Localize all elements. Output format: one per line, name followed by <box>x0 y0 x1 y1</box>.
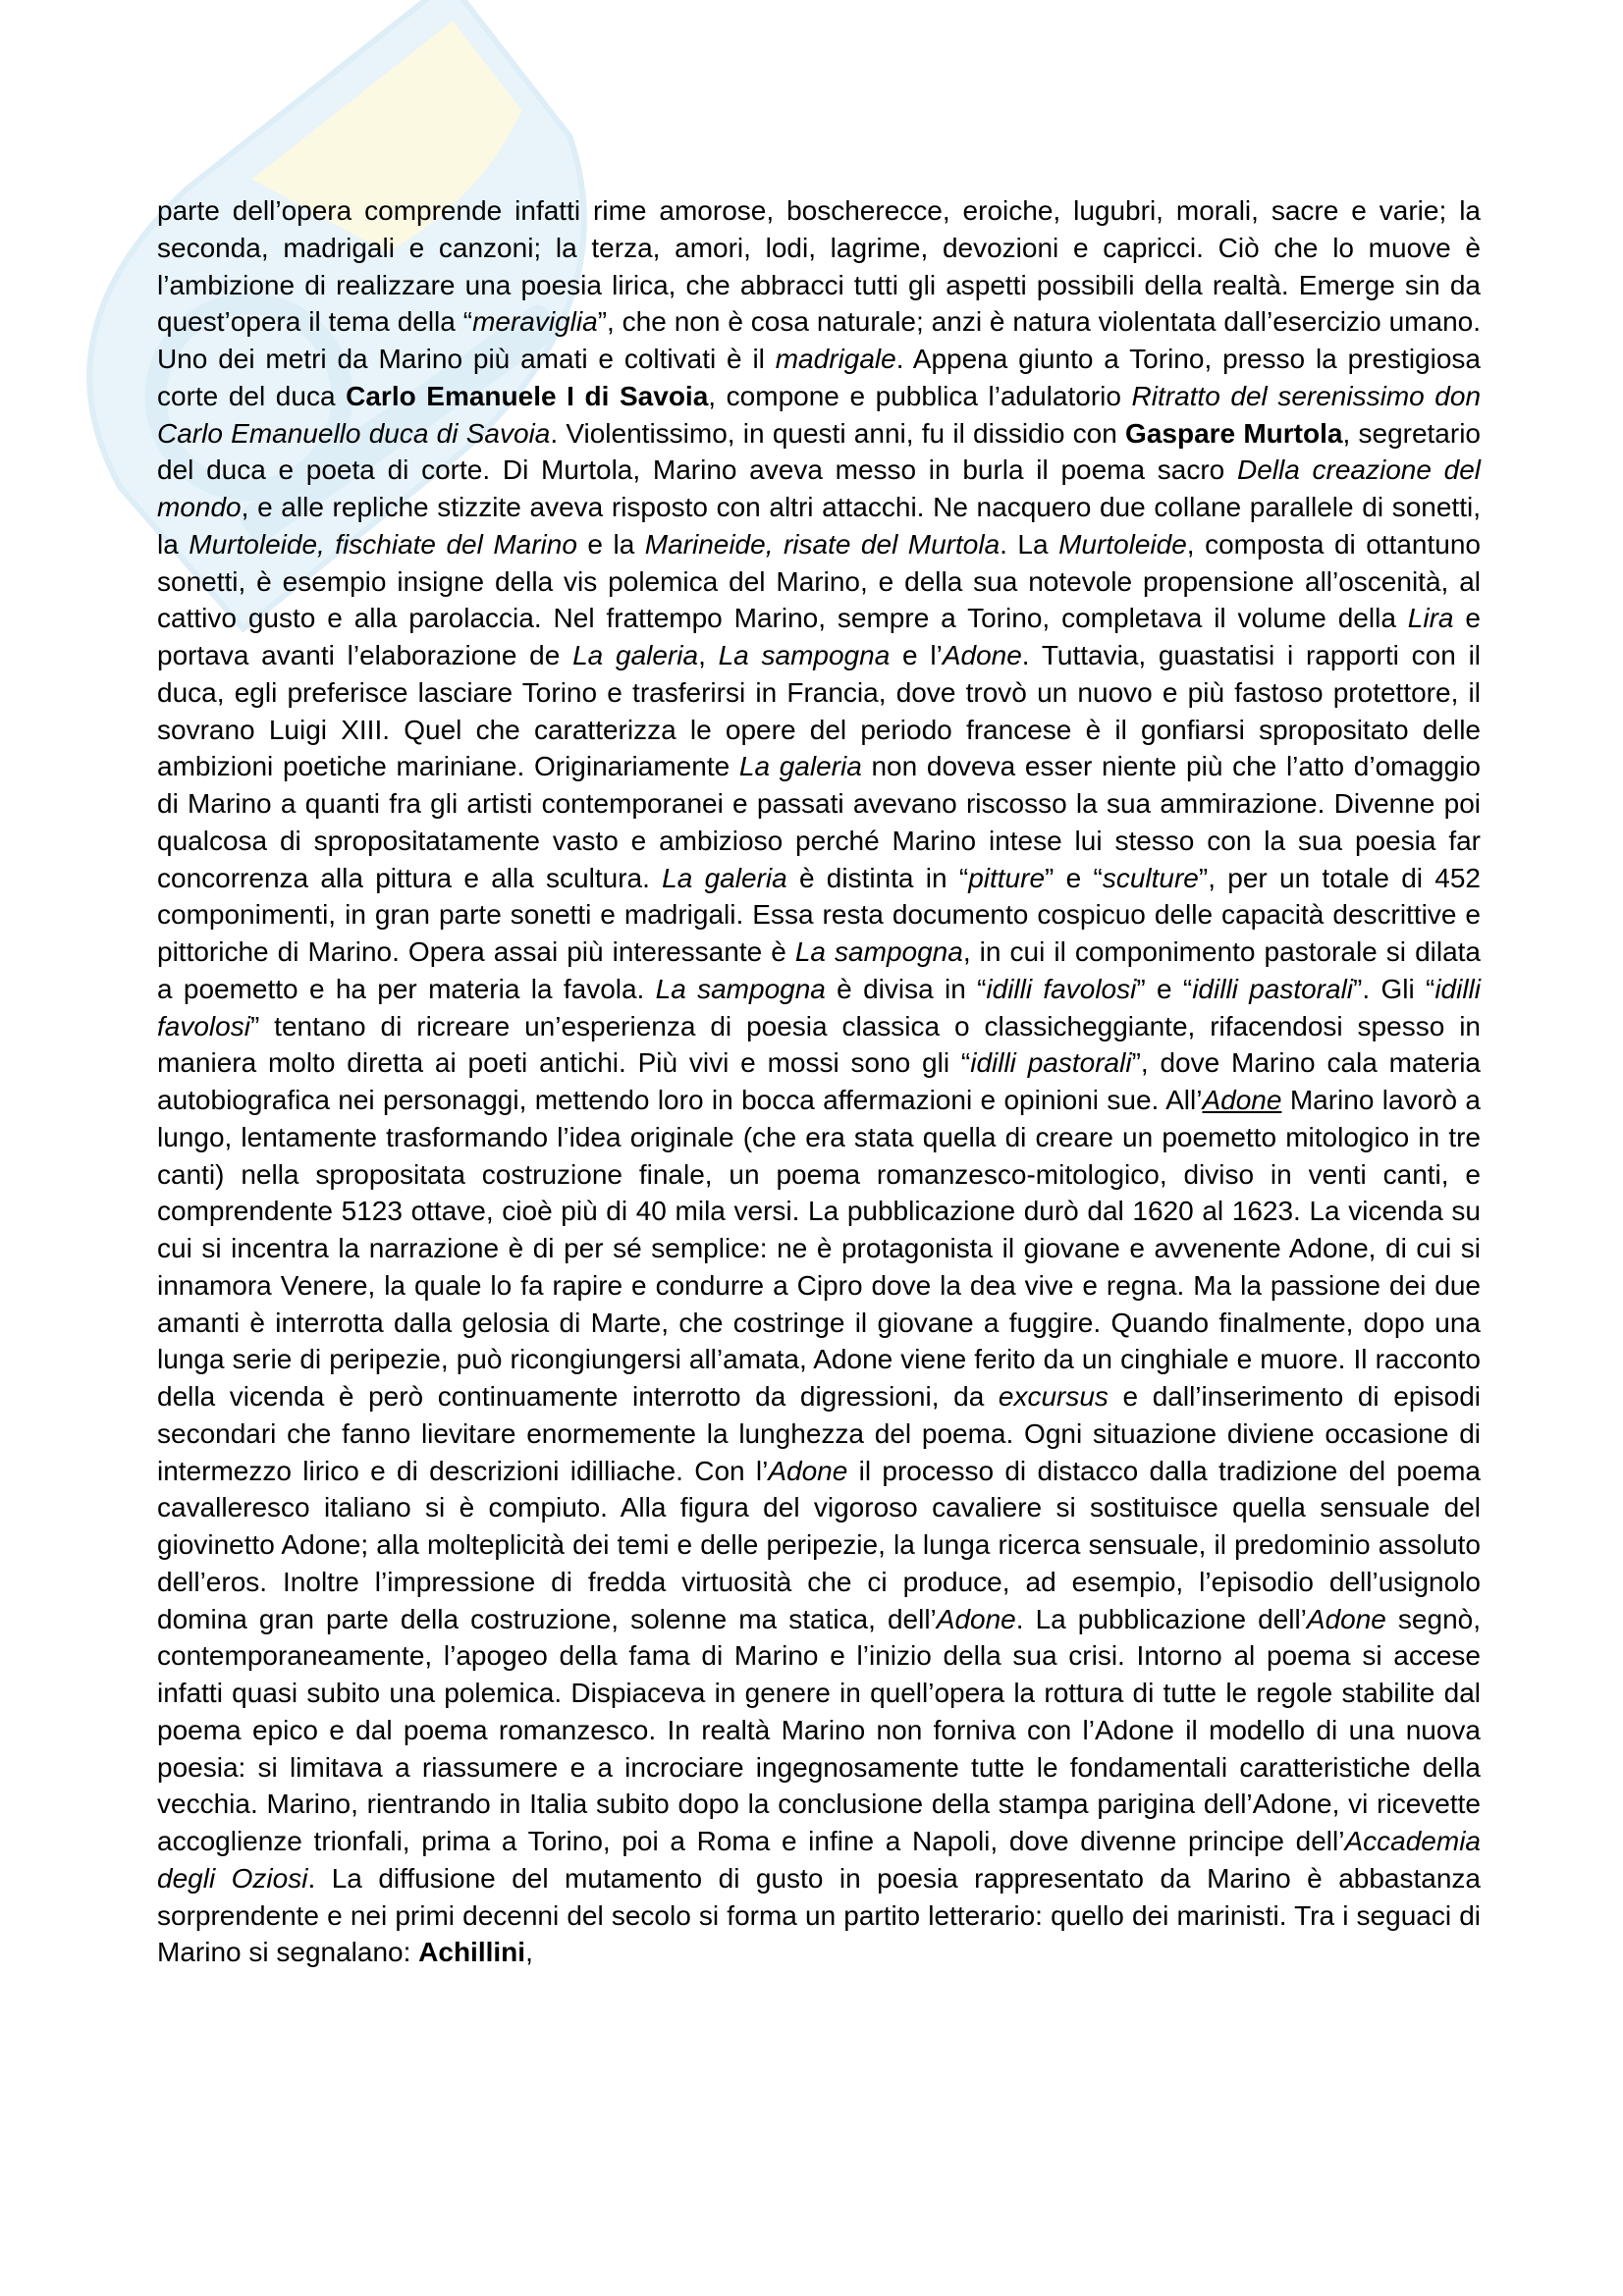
italic-term: pitture <box>968 862 1046 893</box>
italic-term: Ritratto del serenissimo don Carlo Emanuello duca di Savoia <box>157 380 1482 449</box>
italic-term: idilli favolosi <box>986 973 1137 1004</box>
text-run: . La diffusione del mutamento di gusto in poesia rappresentato da Marino è abbastanza sorprendente e nei primi decenni del secolo si forma un partito letterario: quello dei marinisti. Tra i seguaci di Marino si segnalano: <box>157 1862 1482 1968</box>
italic-term: madrigale <box>775 344 896 374</box>
italic-term: Adone <box>768 1455 848 1486</box>
italic-term: idilli pastorali <box>1192 973 1354 1004</box>
italic-term: Accademia degli Oziosi <box>157 1826 1481 1894</box>
text-run: il processo di distacco dalla tradizione del poema cavalleresco italiano si è compiuto. Alla figura del vigoroso cavaliere si sostituisce quella sensuale del giovinetto Adone; alla molteplicità dei temi e delle peripezie, la lunga ricerca sensuale, il predominio assoluto dell’eros. Inoltre l’impressione di fredda virtuosità che ci produce, ad esempio, l’episodio dell’usignolo domina gran parte della costruzione, solenne ma statica, dell’ <box>157 1455 1481 1634</box>
italic-term <box>1202 1085 1281 1115</box>
italic-term: Adone <box>942 640 1022 670</box>
text-run: . La pubblicazione dell’ <box>1015 1603 1307 1634</box>
text-run: e dall’inserimento di episodi secondari che fanno lievitare enormemente la lunghezza del poema. Ogni situazione diviene occasione di intermezzo lirico e di descrizioni idilliache. Con l’ <box>157 1381 1481 1486</box>
text-run: e portava avanti l’elaborazione de <box>157 603 1481 670</box>
text-run: , in cui il componimento pastorale si dilata a poemetto e ha per materia la favola. <box>157 936 1482 1004</box>
italic-term: idilli favolosi <box>157 973 1481 1041</box>
text-run: ” e “ <box>1136 973 1193 1004</box>
text-run: segnò, contemporaneamente, l’apogeo della fama di Marino e l’inizio della sua crisi. Intorno al poema si accese infatti quasi subito una polemica. Dispiaceva in genere in quell’opera la rottura di tutte le regole stabilite dal poema epico e dal poema romanzesco. In realtà Marino non forniva con l’Adone il modello di una nuova poesia: si limitava a riassumere e a incrociare ingegnosamente tutte le fondamentali caratteristiche della vecchia. Marino, rientrando in Italia subito dopo la conclusione della stampa parigina dell’Adone, vi ricevette accoglienze trionfali, prima a Torino, poi a Roma e infine a Napoli, dove divenne principe dell’ <box>157 1603 1482 1856</box>
text-run: e la <box>576 528 645 560</box>
text-run: , composta di ottantuno sonetti, è esempio insigne della vis polemica del Marino, e della sua notevole propensione all’oscenità, al cattivo gusto e alla parolaccia. Nel frattempo Marino, sempre a Torino, completava il volume della <box>157 528 1481 634</box>
italic-term: Murtoleide <box>1058 528 1187 560</box>
text-run: ”, per un totale di 452 componimenti, in gran parte sonetti e madrigali. Essa resta documento cospicuo delle capacità descrittive e pittoriche di Marino. Opera assai più interessante è <box>157 862 1482 967</box>
page-body-text <box>157 192 1481 1971</box>
italic-term: Lira <box>1407 603 1454 634</box>
text-run: Marino lavorò a lungo, lentamente trasformando l’idea originale (che era stata quella di creare un poemetto mitologico in tre canti) nella spropositata costruzione finale, un poema romanzesco-mitologico, diviso in venti canti, e comprendente 5123 ottave, cioè più di 40 mila versi. La pubblicazione durò dal 1620 al 1623. La vicenda su cui si incentra la narrazione è di per sé semplice: ne è protagonista il giovane e avvenente Adone, di cui si innamora Venere, la quale lo fa rapire e condurre a Cipro dove la dea vive e regna. Ma la passione dei due amanti è interrotta dalla gelosia di Marte, che costringe il giovane a fuggire. Quando finalmente, dopo una lunga serie di peripezie, può ricongiungersi all’amata, Adone viene ferito da un cinghiale e muore. Il racconto della vicenda è però continuamente interrotto da digressioni, da <box>157 1085 1481 1412</box>
italic-term: Adone <box>1306 1603 1386 1634</box>
text-run: . Tuttavia, guastatisi i rapporti con il duca, egli preferisce lasciare Torino e trasferirsi in Francia, dove trovò un nuovo e più fastoso protettore, il sovrano Luigi XIII. Quel che caratterizza le opere del periodo francese è il gonfiarsi spropositato delle ambizioni poetiche mariniane. Originariamente <box>157 640 1482 782</box>
text-run: . Appena giunto a Torino, presso la prestigiosa corte del duca <box>157 344 1481 411</box>
italic-term: La sampogna <box>655 973 826 1004</box>
text-run: , <box>698 640 719 670</box>
italic-term: Adone <box>936 1603 1016 1634</box>
italic-term: La galeria <box>662 862 787 893</box>
italic-term: Marineide, risate del Murtola <box>644 528 1001 560</box>
italic-term: Murtoleide, fischiate del Marino <box>189 528 577 560</box>
text-run: parte dell’opera comprende infatti rime amorose, boscherecce, eroiche, lugubri, morali, sacre e varie; la seconda, madrigali e canzoni; la terza, amori, lodi, lagrime, devozioni e capricci. Ciò che lo muove è l’ambizione di realizzare una poesia lirica, che abbracci tutti gli aspetti possibili della realtà. Emerge sin da quest’opera il tema della “ <box>157 195 1481 338</box>
text-run: ” e “ <box>1045 862 1103 893</box>
italic-term: Della creazione del mondo <box>157 454 1481 522</box>
text-run: , e alle repliche stizzite aveva risposto con altri attacchi. Ne nacquero due collane parallele di sonetti, la <box>157 492 1481 560</box>
text-run: . Violentissimo, in questi anni, fu il dissidio con <box>550 417 1126 449</box>
text-run: , segretario del duca e poeta di corte. Di Murtola, Marino aveva messo in burla il poema sacro <box>157 417 1482 486</box>
italic-term: La galeria <box>738 751 862 782</box>
text-run: ”, che non è cosa naturale; anzi è natura violentata dall’esercizio umano. Uno dei metri da Marino più amati e coltivati è il <box>157 306 1482 374</box>
underlined-title: Adone <box>1202 1085 1282 1115</box>
italic-term: excursus <box>998 1381 1109 1412</box>
text-run: ”. Gli “ <box>1353 973 1435 1004</box>
text-run: è distinta in “ <box>786 862 969 893</box>
italic-term: meraviglia <box>472 306 598 338</box>
bold-term: Gaspare Murtola <box>1125 417 1343 449</box>
italic-term: sculture <box>1102 862 1199 893</box>
text-run: ” tentano di ricreare un’esperienza di poesia classica o classicheggiante, rifacendosi spesso in maniera molto diretta ai poeti antichi. Più vivi e mossi sono gli “ <box>157 1010 1481 1079</box>
text-run: , compone e pubblica l’adulatorio <box>708 380 1132 411</box>
bold-term: Achillini <box>418 1937 526 1968</box>
text-run: ”, dove Marino cala materia autobiografica nei personaggi, mettendo loro in bocca affermazioni e opinioni sue. All’ <box>157 1047 1481 1115</box>
text-run: non doveva esser niente più che l’atto d’omaggio di Marino a quanti fra gli artisti contemporanei e passati avevano riscosso la sua ammirazione. Divenne poi qualcosa di spropositatamente vasto e ambizioso perché Marino intese lui stesso con la sua poesia far concorrenza alla pittura e alla scultura. <box>157 751 1481 893</box>
italic-term: La sampogna <box>794 936 963 967</box>
text-run: è divisa in “ <box>825 973 987 1004</box>
text-run: e l’ <box>890 640 943 670</box>
italic-term: idilli pastorali <box>970 1047 1132 1079</box>
bold-term: Carlo Emanuele I di Savoia <box>346 380 709 411</box>
text-run: , <box>525 1937 533 1968</box>
italic-term: La sampogna <box>718 640 891 670</box>
italic-term: La galeria <box>572 640 699 670</box>
text-run: . La <box>1000 528 1059 560</box>
